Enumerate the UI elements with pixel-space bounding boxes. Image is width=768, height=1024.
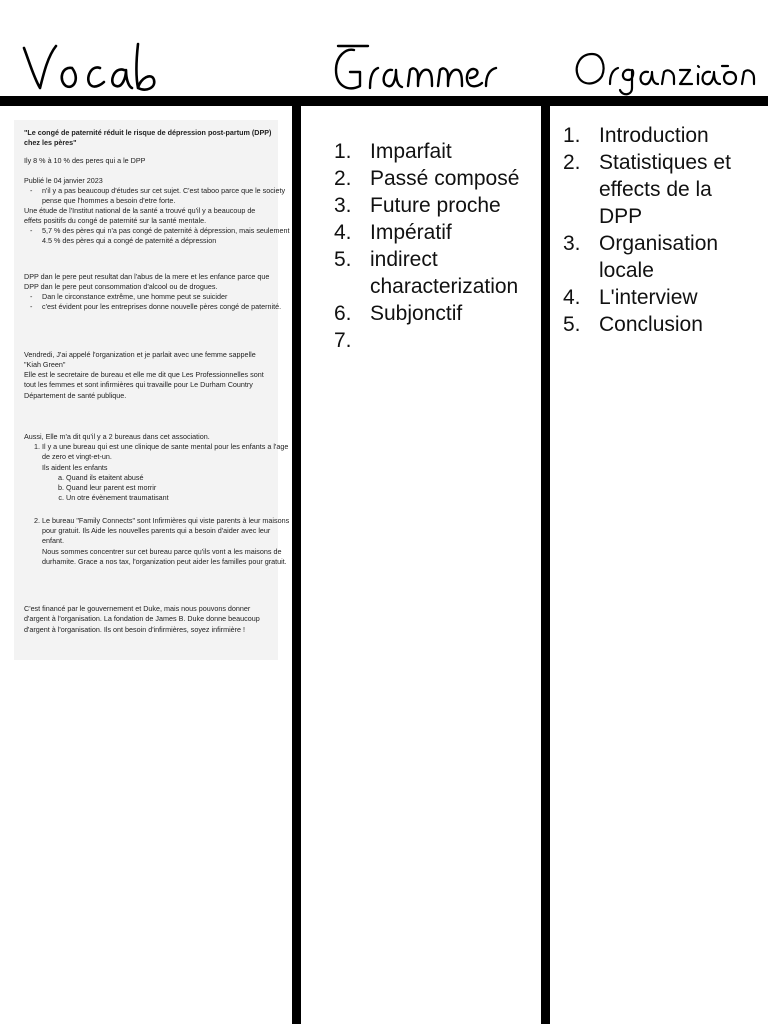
doc-title: "Le congé de paternité réduit le risque de dépression post-partum (DPP) chez les pères" (24, 128, 272, 148)
item-text: Le bureau "Family Connects" sont Infirmières qui viste parents à leur maisons pour gratuit. Ils Aide les nouvelles parents qui a besoin d'aider avec leur enfant. (42, 515, 290, 546)
list-item: 3. Organisation locale (563, 232, 719, 282)
doc-bullets-3 (24, 292, 292, 313)
list-item: - n'il y a pas beaucoup d'études sur cet sujet. C'est taboo parce que le society pense que l'hommes a besoin d'etre forte. (42, 186, 292, 207)
doc-para-bureaux: Aussi, Elle m'a dit qu'il y a 2 bureaus dans cet association. (24, 432, 210, 441)
vocab-header (20, 38, 160, 98)
item-sub: Nous sommes concentrer sur cet bureau parce qu'ils vont a les maisons de durhamite. Grace a nos tax, l'organization peut aider les familles pour gratuit. (42, 546, 287, 566)
column-divider-left (292, 100, 301, 1024)
list-item: - Dan le circonstance extrême, une homme peut se suicider (42, 292, 292, 302)
grammar-header (330, 40, 500, 96)
list-item: - 5,7 % des pères qui n'a pas congé de paternité à dépression, mais seulement 4.5 % des pères qui a congé de paternité a dépression (42, 226, 292, 247)
doc-para-call: Vendredi, J'ai appelé l'organization et je parlait avec une femme sappelle "Kiah Green" (24, 350, 256, 370)
list-item: 6. Subjonctif (334, 302, 463, 325)
pasted-document (14, 120, 290, 660)
item-text: Il y a une bureau qui est une clinique de sante mental pour les enfants a l'age de zero et vingt-et-un. (42, 442, 289, 462)
doc-numbered-list (28, 442, 292, 567)
list-item: 2. Passé composé (334, 167, 520, 190)
item-sub: Ils aident les enfants (42, 462, 108, 472)
doc-bullets-1 (24, 186, 292, 207)
list-item: 2. Statistiques et effects de la DPP (563, 151, 731, 228)
list-item: 5. indirect characterization (334, 248, 519, 298)
list-item: 1. Introduction (563, 124, 709, 147)
doc-alpha-list (42, 473, 292, 504)
doc-published: Publié le 04 janvier 2023 (24, 176, 103, 185)
list-item: 1. Imparfait (334, 140, 452, 163)
list-item: b. Quand leur parent est morrir (66, 483, 292, 493)
list-item: 5. Conclusion (563, 313, 703, 336)
organization-header (572, 44, 756, 98)
doc-dpp-cause: DPP dan le pere peut resultat dan l'abus de la mere et les enfance parce que DPP dan le pere peut consommation d'alcool ou de drogues. (24, 272, 270, 292)
column-divider-right (541, 100, 550, 1024)
header-divider (0, 96, 768, 106)
doc-bullets-2 (24, 226, 292, 247)
organization-list (563, 122, 758, 338)
doc-study: Une étude de l'Institut national de la santé a trouvé qu'il y a beaucoup de effets positifs du congé de paternité sur la santé mentale. (24, 206, 256, 226)
list-item (42, 442, 292, 504)
doc-stat: Ily 8 % à 10 % des peres qui a le DPP (24, 156, 146, 165)
list-item (42, 516, 292, 567)
list-item: 4. Impératif (334, 221, 452, 244)
grammar-list: 1. Imparfait 2. Passé composé 3. Future proche 4. Impératif 5. indirect characterization 6. Subjonctif 7. (334, 138, 534, 327)
list-item: a. Quand ils etaitent abusé (66, 473, 292, 483)
doc-para-finance: C'est financé par le gouvernement et Duke, mais nous pouvons donner d'argent à l'organisation. La fondation de James B. Duke donne beaucoup d'argent à l'organisation. Ils ont besoin d'infirmières, soyez infirmière ! (24, 604, 260, 634)
list-item: 4. L'interview (563, 286, 698, 309)
list-item: 3. Future proche (334, 194, 501, 217)
list-item: - c'est évident pour les entreprises donne nouvelle pères congé de paternité. (42, 302, 292, 312)
doc-para-secretaire: Elle est le secretaire de bureau et elle me dit que Les Professionnelles sont tout les femmes et sont infirmières qui travaille pour Le Durham Country Département de santé publique. (24, 370, 264, 400)
list-item: c. Un otre évènement traumatisant (66, 493, 292, 503)
